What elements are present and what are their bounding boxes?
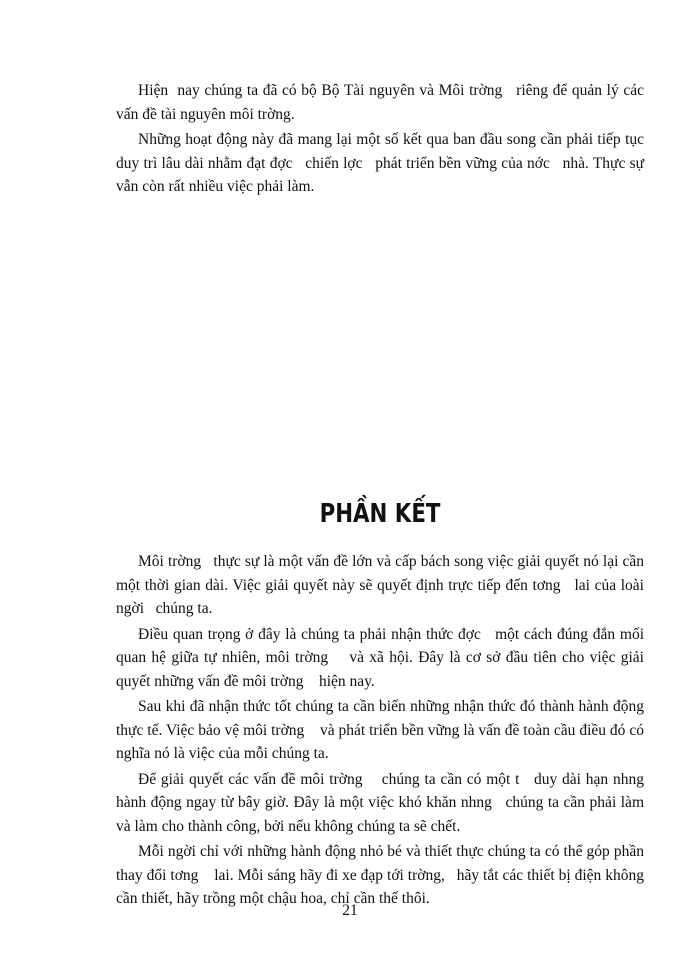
conclusion-text-block (116, 550, 656, 913)
intro-paragraph-1: Hiện nay chúng ta đã có bộ Bộ Tài nguyên và Môi trờng riêng để quản lý các vấn đề tài nguyên môi trờng. (116, 82, 648, 123)
page-number: 21 (342, 902, 358, 919)
section-title: PHẦN KẾT (319, 499, 441, 529)
conclusion-paragraph-2: Điều quan trọng ở đây là chúng ta phải nhận thức đợc một cách đúng đắn mối quan hệ giữa tự nhiên, môi trờng và xã hội. Đây là cơ sở đầu tiên cho việc giải quyết những vấn đề môi trờng hiện nay. (116, 625, 648, 690)
conclusion-paragraph-1: Môi trờng thực sự là một vấn đề lớn và cấp bách song việc giải quyết nó lại cần một thời gian dài. Việc giải quyết này sẽ quyết định trực tiếp đến tơng lai của loài ngời chúng ta. (116, 553, 648, 617)
intro-paragraph-2: Những hoạt động này đã mang lại một số kết qua ban đầu song cần phải tiếp tục duy trì lâu dài nhằm đạt đợc chiến lợc phát triển bền vững của nớc nhà. Thực sự vẫn còn rất nhiều việc phải làm. (116, 131, 648, 195)
intro-text-block (116, 79, 648, 201)
conclusion-paragraph-5: Mỗi ngời chỉ với những hành động nhỏ bé và thiết thực chúng ta có thể góp phần thay đổi tơng lai. Mỗi sáng hãy đi xe đạp tới trờng, hãy tắt các thiết bị điện không cần thiết, hãy trồng một chậu hoa, chỉ cần thế thôi. (116, 843, 648, 907)
conclusion-paragraph-4: Để giải quyết các vấn đề môi trờng chúng ta cần có một t duy dài hạn nhng hành động ngay từ bây giờ. Đây là một việc khó khăn nhng chúng ta cần phải làm và làm cho thành công, bởi nếu không chúng ta sẽ chết. (116, 770, 656, 835)
conclusion-paragraph-3: Sau khi đã nhận thức tốt chúng ta cần biến những nhận thức đó thành hành động thực tế. Việc bảo vệ môi trờng và phát triển bền vững là vấn đề toàn cầu điều đó có nghĩa nó là việc của mỗi chúng ta. (116, 698, 648, 762)
